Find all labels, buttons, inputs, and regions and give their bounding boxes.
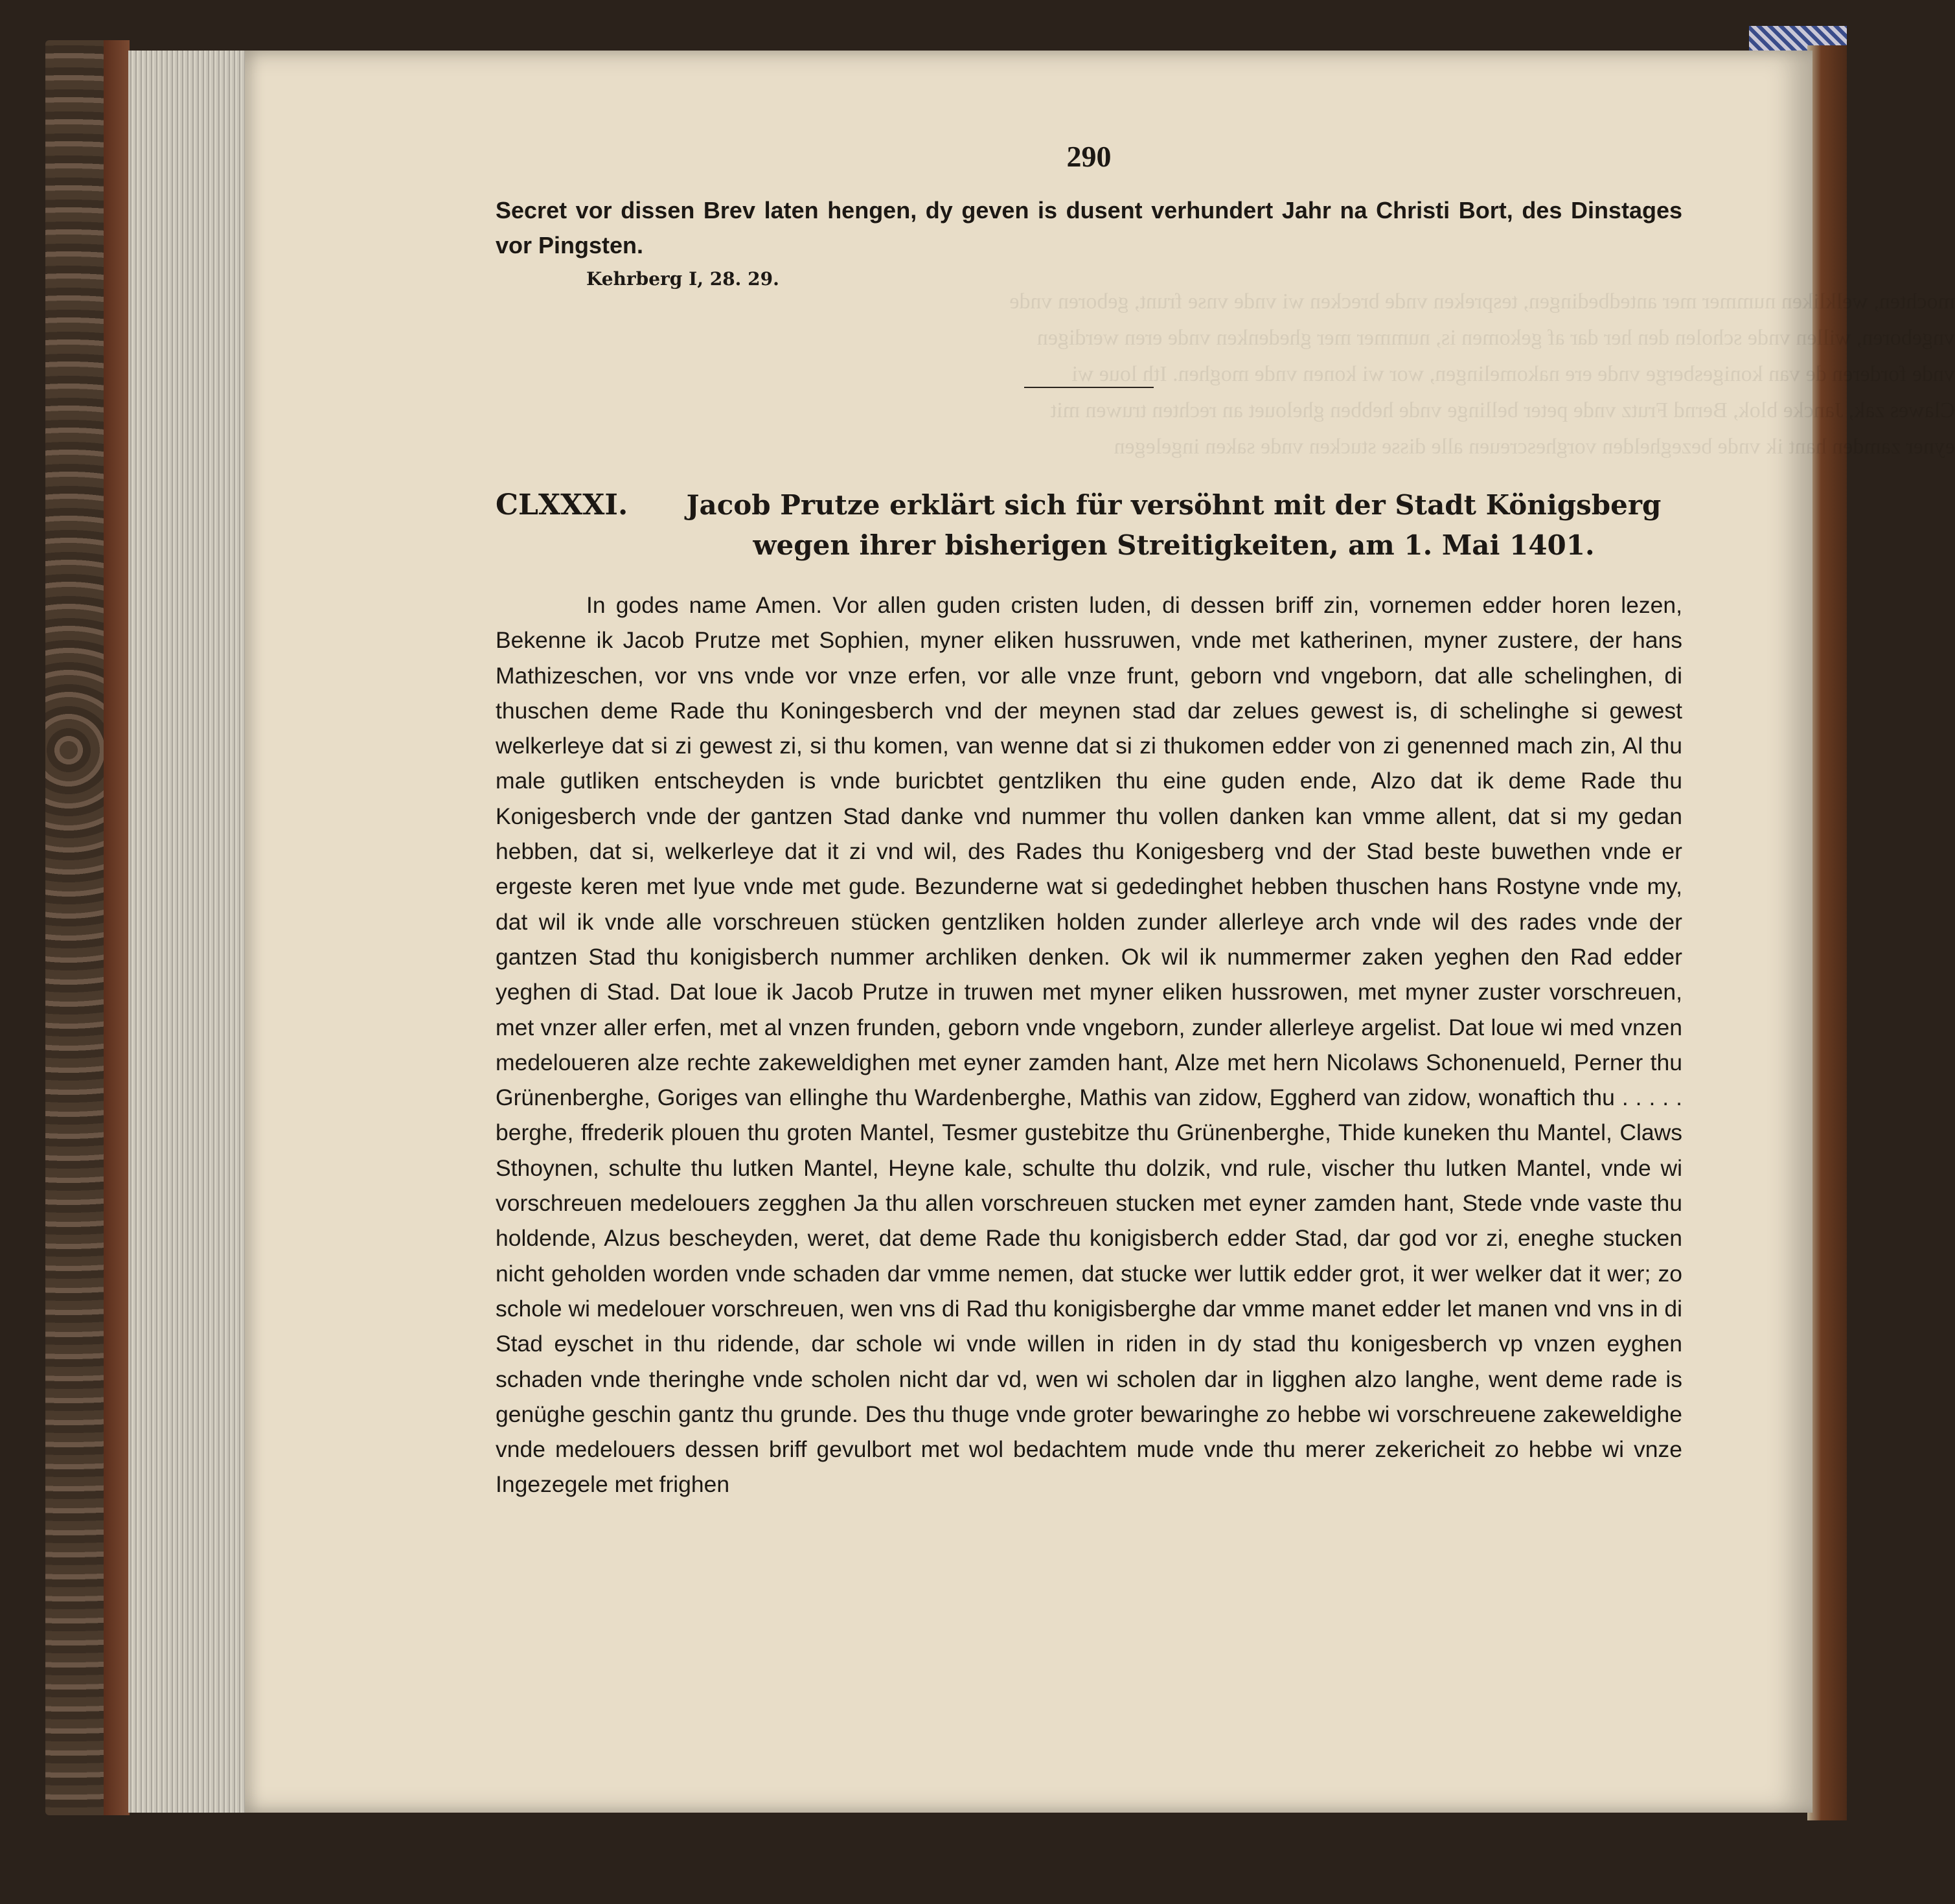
page-edges — [128, 51, 246, 1813]
document-heading — [496, 485, 1682, 566]
section-divider — [1024, 387, 1154, 388]
source-citation: Kehrberg I, 28. 29. — [586, 268, 779, 290]
bleed-through-text: mochten, welkliken nummer mer antedbedingen, tespreken vnde brecken wi vnde vnse frunt, geboren vnde vngeboren, willen vnde scholen den her dar af gekomen is, nummer mer ghedenken vnde eren werdigen vnde forderen de van konigesberge vnde ere nakomelingen, wor wi konen vnde moghen. Ith loue wi Clawes zak, Jancke blok, Bernd Frutz vnde peter bellinge vnde hebben ghelouet an rechten truwen mit eyner zamden hant ik vnde bezeghelden vorghescreuen alle disse stucken vnde saken ingelegen — [1009, 290, 1955, 459]
book-spine — [104, 40, 130, 1815]
page-content — [496, 139, 1682, 1502]
document-title: Jacob Prutze erklärt sich für versöhnt mit der Stadt Königsberg wegen ihrer bisherigen Streitigkeiten, am 1. Mai 1401. — [686, 489, 1662, 561]
page-number: 290 — [1066, 140, 1112, 173]
document-number: CLXXXI. — [496, 488, 628, 522]
document-body: In godes name Amen. Vor allen guden cristen luden, di dessen briff zin, vornemen edder horen lezen, Bekenne ik Jacob Prutze met Sophien, myner eliken hussruwen, vnde met katherinen, myner zustere, der hans Mathizeschen, vor vns vnde vor vnze erfen, vor alle vnze frunt, geborn vnd vngeborn, dat alle schelinghen, di thuschen deme Rade thu Koningesberch vnd der meynen stad dar zelues gewest is, di schelinghe si gewest welkerleye dat si zi gewest zi, si thu komen, van wenne dat si zi thukomen edder von zi genenned mach zin, Al thu male gutliken entscheyden is vnde buricbtet gentzliken thu eine guden ende, Alzo dat ik deme Rade thu Konigesberch vnde der gantzen Stad danke vnd nummer thu vollen danken kan vmme allent, dat si my gedan hebben, dat si, welkerleye dat it zi vnd wil, des Rades thu Konigesberg vnd der Stad beste buwethen vnde er ergeste keren met lyue vnde met gude. Bezunderne wat si gededinghet hebben thuschen hans Rostyne vnde my, dat wil ik vnde alle vorschreuen stücken gentzliken holden zunder allerleye arch vnde wil des rades vnde der gantzen Stad thu konigisberch nummer archliken denken. Ok wil ik nummermer zaken yeghen den Rad edder yeghen di Stad. Dat loue ik Jacob Prutze in truwen met myner eliken hussrowen, met myner zuster vorschreuen, met vnzer aller erfen, met al vnzen frunden, geborn vnde vngeborn, zunder allerleye argelist. Dat loue wi med vnzen medeloueren alze rechte zakeweldighen met eyner zamden hant, Alze met hern Nicolaws Schonenueld, Perner thu Grünenberghe, Goriges van ellinghe thu Wardenberghe, Mathis van zidow, Eggherd van zidow, wonaftich thu . . . . . berghe, ffrederik plouen thu groten Mantel, Tesmer gustebitze thu Grünenberghe, Thide kuneken thu Mantel, Claws Sthoynen, schulte thu lutken Mantel, Heyne kale, schulte thu dolzik, vnd rule, vischer thu lutken Mantel, vnde wi vorschreuen medelouers zegghen Ja thu allen vorschreuen stucken met eyner zamden hant, Stede vnde vaste thu holdende, Alzus bescheyden, weret, dat deme Rade thu konigisberch edder Stad, dar god vor zi, eneghe stucken nicht geholden worden vnde schaden dar vmme nemen, dat stucke wer luttik edder grot, it wer welker dat it wer; zo schole wi medelouer vorschreuen, wen vns di Rad thu konigisberghe dar vmme manet edder let manen vnd vns in di Stad eyschet in thu ridende, dar schole wi vnde willen in riden in dy stad thu konigesberch vp vnzen eyghen schaden vnde theringhe vnde scholen nicht dar vd, wen wi scholen dar in ligghen alzo langhe, went deme rade is genüghe geschin gantz thu grunde. Des thu thuge vnde groter bewaringhe zo hebbe wi vorschreuene zakeweldighe vnde medelouers dessen briff gevulbort met wol bedachtem mude vnde thu merer zekericheit zo hebbe wi vnze Ingezegele met frighen — [496, 592, 1682, 1498]
previous-document-ending: Secret vor dissen Brev laten hengen, dy geven is dusent verhundert Jahr na Christi Bort, des Dinstages vor Pingsten. — [496, 197, 1682, 258]
